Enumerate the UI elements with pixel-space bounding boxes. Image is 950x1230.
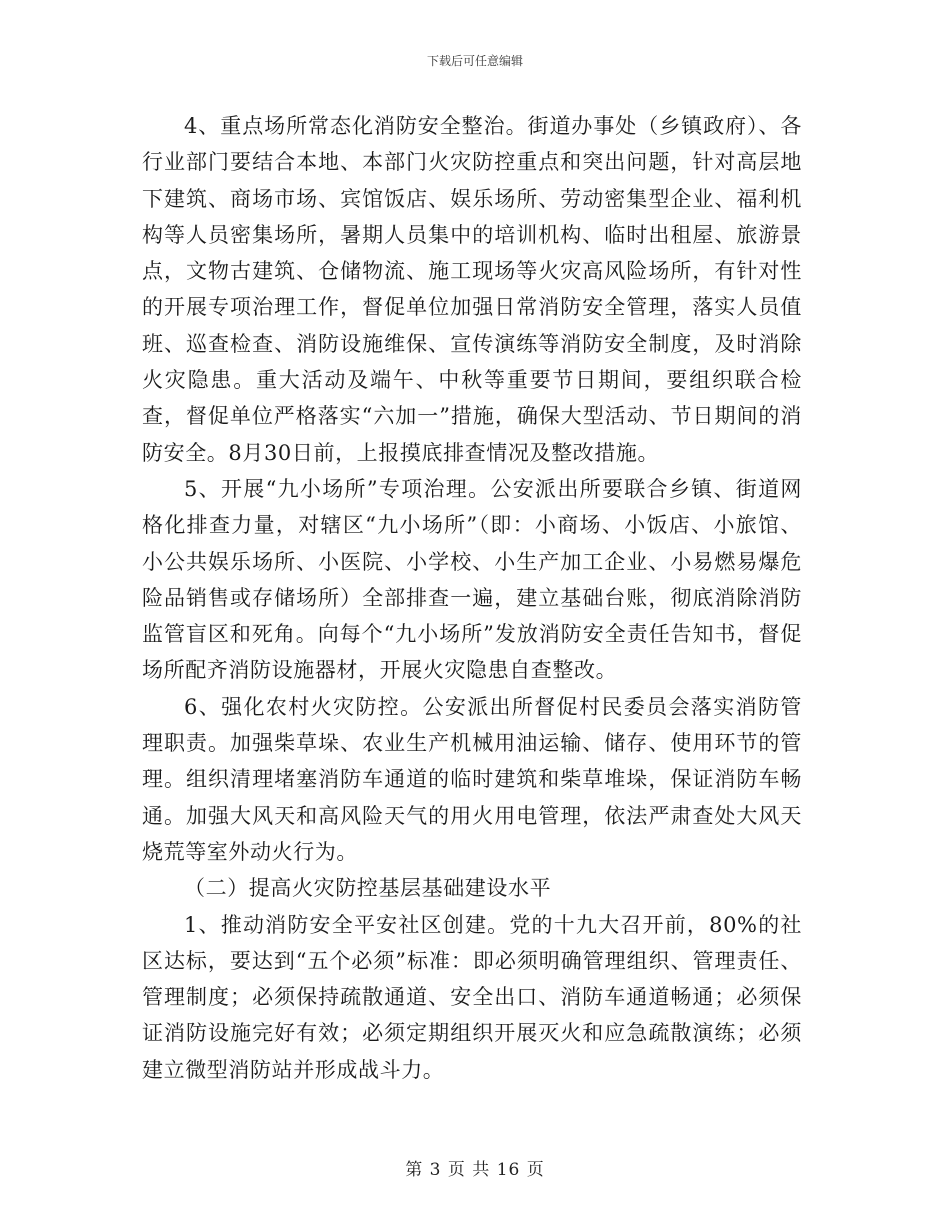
paragraph-item-6: 6、强化农村火灾防控。公安派出所督促村民委员会落实消防管理职责。加强柴草垛、农业生产机械用油运输、储存、使用环节的管理。组织清理堵塞消防车通道的临时建筑和柴草堆垛，保证消防车畅通。加强大风天和高风险天气的用火用电管理，依法严肃查处大风天烧荒等室外动火行为。	[142, 694, 802, 864]
paragraph-item-4: 4、重点场所常态化消防安全整治。街道办事处（乡镇政府）、各行业部门要结合本地、本部门火灾防控重点和突出问题，针对高层地下建筑、商场市场、宾馆饭店、娱乐场所、劳动密集型企业、福利机构等人员密集场所，暑期人员集中的培训机构、临时出租屋、旅游景点，文物古建筑、仓储物流、施工现场等火灾高风险场所，有针对性的开展专项治理工作，督促单位加强日常消防安全管理，落实人员值班、巡查检查、消防设施维保、宣传演练等消防安全制度，及时消除火灾隐患。重大活动及端午、中秋等重要节日期间，要组织联合检查，督促单位严格落实“六加一”措施，确保大型活动、节日期间的消防安全。8月30日前，上报摸底排查情况及整改措施。	[142, 114, 802, 465]
paragraph-item-1: 1、推动消防安全平安社区创建。党的十九大召开前，80%的社区达标，要达到“五个必须”标准：即必须明确管理组织、管理责任、管理制度；必须保持疏散通道、安全出口、消防车通道畅通；必须保证消防设施完好有效；必须定期组织开展灭火和应急疏散演练；必须建立微型消防站并形成战斗力。	[142, 912, 802, 1082]
section-heading: （二）提高火灾防控基层基础建设水平	[184, 876, 552, 901]
page-number-footer: 第 3 页 共 16 页	[405, 1160, 545, 1180]
document-body	[142, 108, 802, 1088]
page-header-note: 下载后可任意编辑	[426, 54, 523, 68]
paragraph-item-5: 5、开展“九小场所”专项治理。公安派出所要联合乡镇、街道网格化排查力量，对辖区“九小场所”（即：小商场、小饭店、小旅馆、小公共娱乐场所、小医院、小学校、小生产加工企业、小易燃易爆危险品销售或存储场所）全部排查一遍，建立基础台账，彻底消除消防监管盲区和死角。向每个“九小场所”发放消防安全责任告知书，督促场所配齐消防设施器材，开展火灾隐患自查整改。	[142, 476, 802, 683]
